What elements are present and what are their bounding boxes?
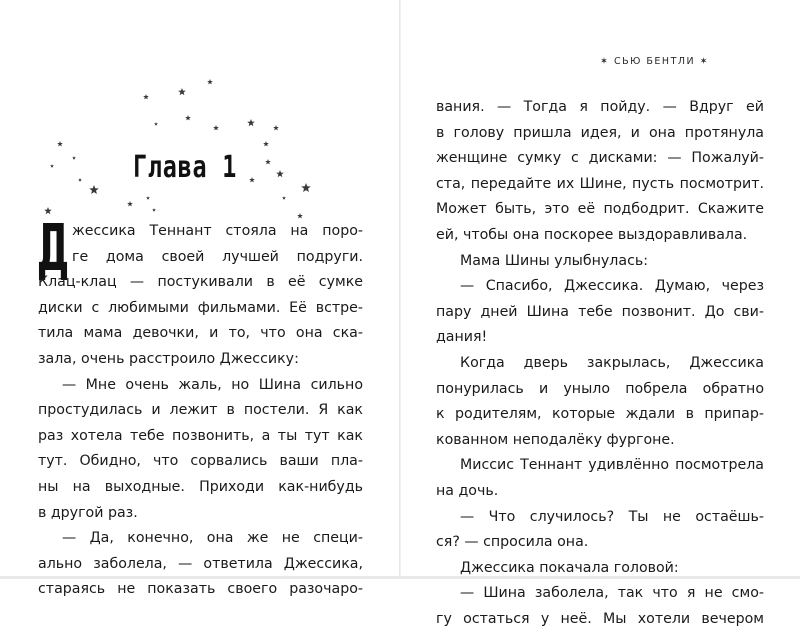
star-icon bbox=[249, 177, 255, 182]
chapter-title: Глава 1 bbox=[133, 150, 238, 185]
text-line: — Шина заболела, так что я не смо- bbox=[460, 585, 764, 602]
text-line: Клац-клац — постукивали в её сумке bbox=[38, 274, 363, 291]
star-icon bbox=[273, 125, 279, 130]
text-line: в другой раз. bbox=[38, 504, 138, 521]
text-line: понурилась и уныло побрела обратно bbox=[436, 380, 764, 397]
star-icon bbox=[146, 196, 150, 200]
text-line: — Спасибо, Джессика. Думаю, через bbox=[460, 278, 764, 295]
spacer-line bbox=[38, 219, 363, 245]
left-page-text bbox=[38, 212, 363, 603]
text-line: диски с любимыми фильмами. Её встре- bbox=[38, 299, 363, 316]
star-icon bbox=[213, 125, 219, 130]
star-icon bbox=[263, 141, 269, 146]
star-icon bbox=[265, 159, 271, 164]
text-line: ге дома своей лучшей подруги. bbox=[72, 248, 363, 265]
text-line: — Мне очень жаль, но Шина сильно bbox=[62, 376, 363, 393]
star-icon bbox=[127, 201, 133, 206]
star-icon bbox=[72, 156, 76, 160]
text-line: Миссис Теннант удивлённо посмотрела bbox=[460, 457, 764, 474]
text-line: гу остаться у неё. Мы хотели вечером bbox=[436, 610, 764, 627]
spacer-line bbox=[38, 245, 363, 271]
text-line: Может быть, это её подбодрит. Скажите bbox=[436, 201, 764, 218]
text-line: зала, очень расстроило Джессику: bbox=[38, 350, 299, 367]
star-icon bbox=[50, 164, 54, 168]
text-line: дания! bbox=[436, 329, 488, 346]
text-line: ся? — спросила она. bbox=[436, 534, 589, 551]
text-line: — Что случилось? Ты не остаёшь- bbox=[460, 508, 764, 525]
left-page bbox=[0, 0, 399, 598]
star-icon bbox=[152, 208, 156, 212]
text-line: ально заболела, — ответила Джессика, bbox=[38, 555, 363, 572]
text-line: простудилась и лежит в постели. Я как bbox=[38, 402, 363, 419]
star-icon bbox=[247, 119, 255, 126]
text-line: жессика Теннант стояла на поро- bbox=[72, 223, 363, 239]
star-icon bbox=[143, 94, 149, 99]
star-icon bbox=[207, 79, 213, 84]
text-line: на дочь. bbox=[436, 482, 499, 499]
star-icon bbox=[297, 213, 303, 218]
text-line: Мама Шины улыбнулась: bbox=[460, 252, 649, 269]
drop-cap: Д bbox=[38, 212, 69, 286]
running-head: ✶ СЬЮ БЕНТЛИ ✶ bbox=[600, 56, 710, 67]
text-line: — Да, конечно, она же не специ- bbox=[62, 530, 363, 547]
text-line: тила мама девочки, и то, что она ска- bbox=[38, 325, 363, 342]
star-icon bbox=[154, 122, 158, 126]
star-icon bbox=[57, 141, 63, 146]
text-line: тут. Обидно, что сорвались ваши пла- bbox=[38, 453, 363, 470]
text-line: пару дней Шина тебе позвонит. До сви- bbox=[436, 303, 764, 320]
star-icon bbox=[78, 178, 82, 182]
text-line: к родителям, которые ждали в припар- bbox=[436, 406, 764, 423]
text-line: ста, передайте их Шине, пусть посмотрит. bbox=[436, 175, 764, 192]
text-line: женщине сумку с дисками: — Пожалуй- bbox=[436, 150, 764, 167]
text-line: стараясь не показать своего разочаро- bbox=[38, 581, 363, 598]
text-line: Джессика покачала головой: bbox=[460, 559, 679, 576]
text-line: вания. — Тогда я пойду. — Вдруг ей bbox=[436, 99, 764, 115]
text-line: раз хотела тебе позвонить, а ты тут как bbox=[38, 427, 363, 444]
text-line: кованном неподалёку фургоне. bbox=[436, 431, 675, 448]
text-line: Когда дверь закрылась, Джессика bbox=[460, 354, 764, 371]
star-icon bbox=[301, 183, 311, 192]
star-icon bbox=[185, 115, 191, 120]
text-line: в голову пришла идея, и она протянула bbox=[436, 124, 764, 141]
star-icon bbox=[282, 196, 286, 200]
right-page-text bbox=[436, 95, 764, 632]
star-icon bbox=[178, 88, 186, 95]
text-line: ей, чтобы она поскорее выздоравливала. bbox=[436, 226, 748, 243]
star-icon bbox=[89, 185, 99, 194]
star-icon bbox=[276, 170, 284, 177]
text-line: ны на выходные. Приходи как-нибудь bbox=[38, 478, 363, 495]
